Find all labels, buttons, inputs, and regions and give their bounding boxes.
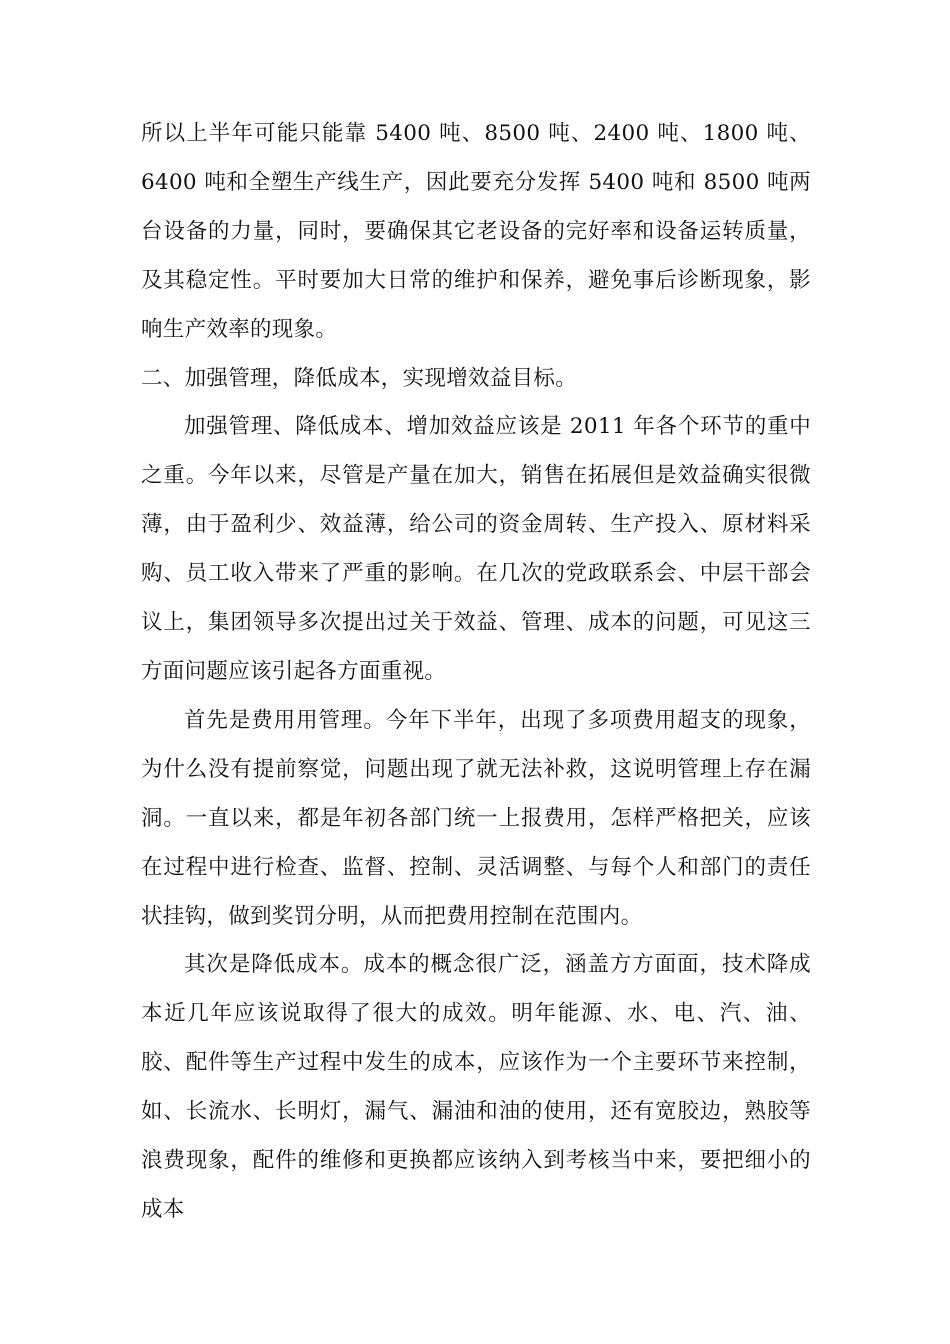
paragraph-management: 加强管理、降低成本、增加效益应该是 2011 年各个环节的重中之重。今年以来，尽管是产量在加大，销售在拓展但是效益确实很微薄，由于盈利少、效益薄，给公司的资金周转、生产投入、原材料采购、员工收入带来了严重的影响。在几次的党政联系会、中层干部会议上，集团领导多次提出过关于效益、管理、成本的问题，可见这三方面问题应该引起各方面重视。 bbox=[141, 414, 811, 684]
paragraph-continuation: 所以上半年可能只能靠 5400 吨、8500 吨、2400 吨、1800 吨、6400 吨和全塑生产线生产，因此要充分发挥 5400 吨和 8500 吨两台设备的力量，同时，要确保其它老设备的完好率和设备运转质量，及其稳定性。平时要加大日常的维护和保养，避免事后诊断现象，影响生产效率的现象。 bbox=[141, 121, 811, 342]
document-body bbox=[141, 110, 811, 1235]
paragraph-expense-management: 首先是费用用管理。今年下半年，出现了多项费用超支的现象，为什么没有提前察觉，问题出现了就无法补救，这说明管理上存在漏洞。一直以来，都是年初各部门统一上报费用，怎样严格把关，应该在过程中进行检查、监督、控制、灵活调整、与每个人和部门的责任状挂钩，做到奖罚分明，从而把费用控制在范围内。 bbox=[141, 707, 811, 929]
paragraph-cost-reduction: 其次是降低成本。成本的概念很广泛，涵盖方方面面，技术降成本近几年应该说取得了很大的成效。明年能源、水、电、汽、油、胶、配件等生产过程中发生的成本，应该作为一个主要环节来控制，如、长流水、长明灯，漏气、漏油和油的使用，还有宽胶边，熟胶等浪费现象，配件的维修和更换都应该纳入到考核当中来，要把细小的成本 bbox=[141, 952, 811, 1222]
section-heading: 二、加强管理，降低成本，实现增效益目标。 bbox=[141, 365, 578, 391]
